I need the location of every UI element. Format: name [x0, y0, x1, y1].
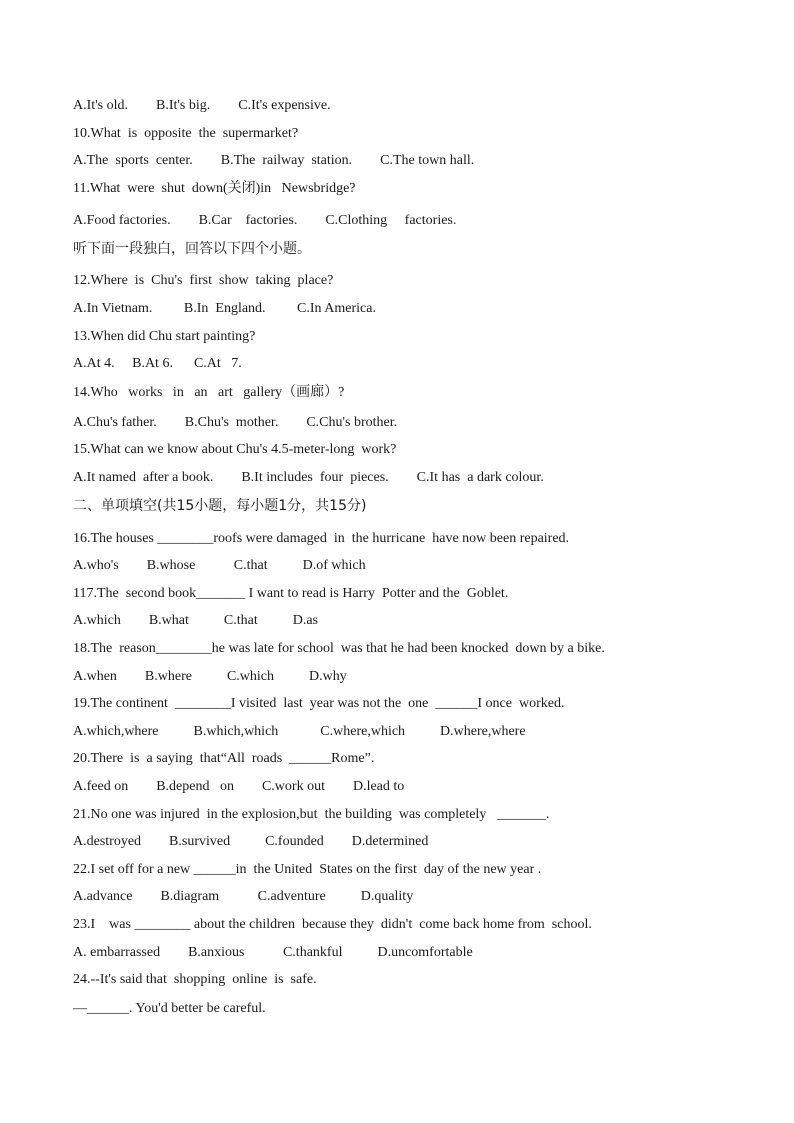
question-19: 19.The continent ________I visited last year was not the one ______I once worked.: [73, 696, 565, 711]
question-12: 12.Where is Chu's first show taking place?: [73, 273, 334, 288]
question-15-options: A.It named after a book. B.It includes four pieces. C.It has a dark colour.: [73, 470, 544, 485]
question-24-response: —______. You'd better be careful.: [73, 1001, 266, 1016]
question-18: 18.The reason________he was late for school was that he had been knocked down by a bike.: [73, 641, 605, 656]
question-11-options: A.Food factories. B.Car factories. C.Clothing factories.: [73, 213, 457, 228]
question-10-options: A.The sports center. B.The railway station. C.The town hall.: [73, 153, 475, 168]
question-20-options: A.feed on B.depend on C.work out D.lead to: [73, 779, 405, 794]
question-16-options: A.who's B.whose C.that D.of which: [73, 558, 366, 573]
question-20: 20.There is a saying that“All roads ______Rome”.: [73, 751, 375, 766]
question-23: 23.I was ________ about the children because they didn't come back home from school.: [73, 917, 592, 932]
question-17-options: A.which B.what C.that D.as: [73, 613, 318, 628]
question-14: 14.Who works in an art gallery（画廊）?: [73, 385, 345, 400]
question-13: 13.When did Chu start painting?: [73, 329, 256, 344]
question-21: 21.No one was injured in the explosion,but the building was completely _______.: [73, 807, 550, 822]
question-12-options: A.In Vietnam. B.In England. C.In America.: [73, 301, 376, 316]
question-9-options: A.It's old. B.It's big. C.It's expensive.: [73, 98, 331, 113]
question-13-options: A.At 4. B.At 6. C.At 7.: [73, 356, 242, 371]
question-16: 16.The houses ________roofs were damaged in the hurricane have now been repaired.: [73, 531, 570, 546]
question-24: 24.--It's said that shopping online is safe.: [73, 972, 317, 987]
question-11: 11.What were shut down(关闭)in Newsbridge?: [73, 181, 356, 196]
question-15: 15.What can we know about Chu's 4.5-meter-long work?: [73, 442, 397, 457]
section-heading: 二、单项填空(共15小题，每小题1分，共15分): [73, 498, 367, 514]
question-18-options: A.when B.where C.which D.why: [73, 669, 347, 684]
question-21-options: A.destroyed B.survived C.founded D.determined: [73, 834, 429, 849]
question-23-options: A. embarrassed B.anxious C.thankful D.uncomfortable: [73, 945, 473, 960]
question-22-options: A.advance B.diagram C.adventure D.quality: [73, 889, 414, 904]
question-19-options: A.which,where B.which,which C.where,which D.where,where: [73, 724, 526, 739]
section-instruction: 听下面一段独白，回答以下四个小题。: [73, 241, 311, 257]
question-17: 117.The second book_______ I want to read is Harry Potter and the Goblet.: [73, 586, 509, 601]
question-22: 22.I set off for a new ______in the United States on the first day of the new year .: [73, 862, 542, 877]
question-10: 10.What is opposite the supermarket?: [73, 126, 299, 141]
question-14-options: A.Chu's father. B.Chu's mother. C.Chu's brother.: [73, 415, 398, 430]
